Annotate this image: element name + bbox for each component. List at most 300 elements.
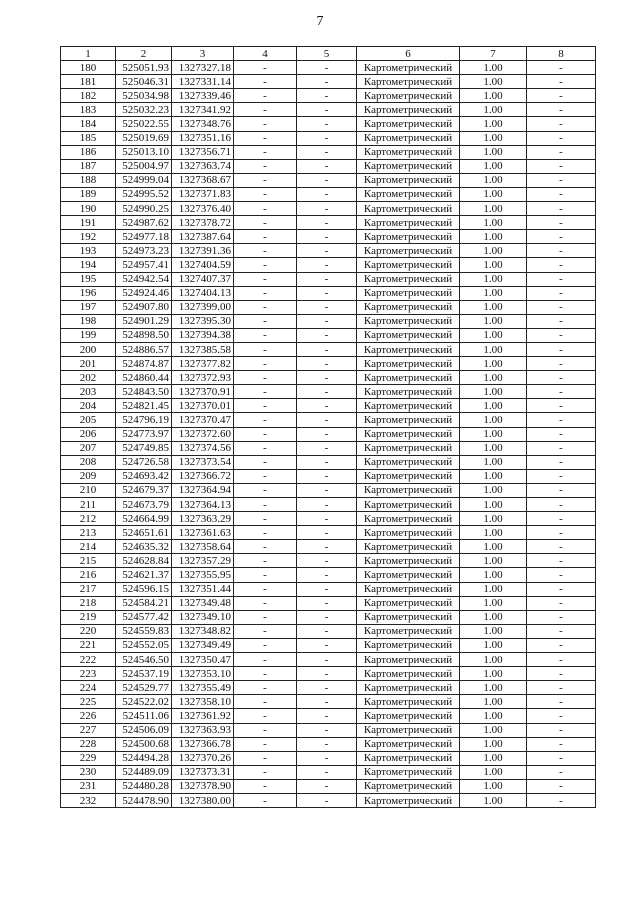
y-coordinate-cell: 1327373.31 — [172, 765, 234, 779]
column-8-cell: - — [527, 272, 596, 286]
table-row — [61, 328, 596, 342]
table-row — [61, 441, 596, 455]
column-8-cell: - — [527, 230, 596, 244]
y-coordinate-cell: 1327404.59 — [172, 258, 234, 272]
method-cell: Картометрический — [357, 498, 460, 512]
point-number-cell: 219 — [61, 610, 116, 624]
column-8-cell: - — [527, 103, 596, 117]
point-number-cell: 195 — [61, 272, 116, 286]
column-header: 7 — [460, 47, 527, 61]
column-header: 3 — [172, 47, 234, 61]
column-8-cell: - — [527, 75, 596, 89]
column-4-cell: - — [234, 75, 297, 89]
column-5-cell: - — [297, 202, 357, 216]
method-cell: Картометрический — [357, 695, 460, 709]
table-row — [61, 751, 596, 765]
accuracy-cell: 1.00 — [460, 61, 527, 75]
column-5-cell: - — [297, 272, 357, 286]
column-4-cell: - — [234, 300, 297, 314]
table-row — [61, 371, 596, 385]
point-number-cell: 223 — [61, 667, 116, 681]
method-cell: Картометрический — [357, 554, 460, 568]
column-5-cell: - — [297, 385, 357, 399]
x-coordinate-cell: 524942.54 — [116, 272, 172, 286]
table-row — [61, 216, 596, 230]
column-8-cell: - — [527, 61, 596, 75]
method-cell: Картометрический — [357, 216, 460, 230]
y-coordinate-cell: 1327327.18 — [172, 61, 234, 75]
column-5-cell: - — [297, 342, 357, 356]
accuracy-cell: 1.00 — [460, 554, 527, 568]
y-coordinate-cell: 1327368.67 — [172, 173, 234, 187]
column-5-cell: - — [297, 371, 357, 385]
column-5-cell: - — [297, 427, 357, 441]
column-5-cell: - — [297, 89, 357, 103]
accuracy-cell: 1.00 — [460, 159, 527, 173]
column-4-cell: - — [234, 89, 297, 103]
y-coordinate-cell: 1327339.46 — [172, 89, 234, 103]
column-8-cell: - — [527, 554, 596, 568]
method-cell: Картометрический — [357, 681, 460, 695]
point-number-cell: 217 — [61, 582, 116, 596]
method-cell: Картометрический — [357, 413, 460, 427]
y-coordinate-cell: 1327380.00 — [172, 793, 234, 807]
column-5-cell: - — [297, 695, 357, 709]
table-row — [61, 596, 596, 610]
column-4-cell: - — [234, 483, 297, 497]
y-coordinate-cell: 1327355.49 — [172, 681, 234, 695]
y-coordinate-cell: 1327378.72 — [172, 216, 234, 230]
x-coordinate-cell: 524957.41 — [116, 258, 172, 272]
column-4-cell: - — [234, 342, 297, 356]
table-row — [61, 667, 596, 681]
column-4-cell: - — [234, 413, 297, 427]
table-row — [61, 793, 596, 807]
column-8-cell: - — [527, 427, 596, 441]
x-coordinate-cell: 524537.19 — [116, 667, 172, 681]
column-8-cell: - — [527, 483, 596, 497]
column-5-cell: - — [297, 709, 357, 723]
method-cell: Картометрический — [357, 145, 460, 159]
column-header: 2 — [116, 47, 172, 61]
table-row — [61, 286, 596, 300]
x-coordinate-cell: 524478.90 — [116, 793, 172, 807]
x-coordinate-cell: 524843.50 — [116, 385, 172, 399]
method-cell: Картометрический — [357, 75, 460, 89]
method-cell: Картометрический — [357, 596, 460, 610]
accuracy-cell: 1.00 — [460, 342, 527, 356]
column-5-cell: - — [297, 258, 357, 272]
method-cell: Картометрический — [357, 328, 460, 342]
column-4-cell: - — [234, 357, 297, 371]
column-8-cell: - — [527, 300, 596, 314]
column-8-cell: - — [527, 709, 596, 723]
table-row — [61, 357, 596, 371]
method-cell: Картометрический — [357, 469, 460, 483]
x-coordinate-cell: 524552.05 — [116, 638, 172, 652]
method-cell: Картометрический — [357, 385, 460, 399]
table-row — [61, 399, 596, 413]
x-coordinate-cell: 524987.62 — [116, 216, 172, 230]
y-coordinate-cell: 1327407.37 — [172, 272, 234, 286]
y-coordinate-cell: 1327366.78 — [172, 737, 234, 751]
table-row — [61, 244, 596, 258]
column-8-cell: - — [527, 779, 596, 793]
accuracy-cell: 1.00 — [460, 526, 527, 540]
accuracy-cell: 1.00 — [460, 258, 527, 272]
accuracy-cell: 1.00 — [460, 737, 527, 751]
column-5-cell: - — [297, 596, 357, 610]
column-5-cell: - — [297, 413, 357, 427]
column-4-cell: - — [234, 371, 297, 385]
column-4-cell: - — [234, 230, 297, 244]
column-5-cell: - — [297, 300, 357, 314]
column-5-cell: - — [297, 159, 357, 173]
accuracy-cell: 1.00 — [460, 455, 527, 469]
table-row — [61, 89, 596, 103]
column-4-cell: - — [234, 187, 297, 201]
table-row — [61, 469, 596, 483]
point-number-cell: 192 — [61, 230, 116, 244]
column-8-cell: - — [527, 202, 596, 216]
x-coordinate-cell: 524577.42 — [116, 610, 172, 624]
y-coordinate-cell: 1327372.60 — [172, 427, 234, 441]
x-coordinate-cell: 524529.77 — [116, 681, 172, 695]
y-coordinate-cell: 1327349.49 — [172, 638, 234, 652]
method-cell: Картометрический — [357, 103, 460, 117]
column-4-cell: - — [234, 286, 297, 300]
table-row — [61, 695, 596, 709]
column-8-cell: - — [527, 723, 596, 737]
point-number-cell: 221 — [61, 638, 116, 652]
x-coordinate-cell: 524874.87 — [116, 357, 172, 371]
method-cell: Картометрический — [357, 61, 460, 75]
method-cell: Картометрический — [357, 272, 460, 286]
column-5-cell: - — [297, 751, 357, 765]
point-number-cell: 229 — [61, 751, 116, 765]
accuracy-cell: 1.00 — [460, 695, 527, 709]
accuracy-cell: 1.00 — [460, 596, 527, 610]
column-4-cell: - — [234, 610, 297, 624]
y-coordinate-cell: 1327370.01 — [172, 399, 234, 413]
x-coordinate-cell: 524494.28 — [116, 751, 172, 765]
method-cell: Картометрический — [357, 342, 460, 356]
x-coordinate-cell: 524821.45 — [116, 399, 172, 413]
table-row — [61, 779, 596, 793]
column-8-cell: - — [527, 117, 596, 131]
accuracy-cell: 1.00 — [460, 230, 527, 244]
table-row — [61, 498, 596, 512]
column-4-cell: - — [234, 723, 297, 737]
y-coordinate-cell: 1327348.76 — [172, 117, 234, 131]
y-coordinate-cell: 1327361.63 — [172, 526, 234, 540]
accuracy-cell: 1.00 — [460, 624, 527, 638]
table-row — [61, 765, 596, 779]
point-number-cell: 181 — [61, 75, 116, 89]
column-4-cell: - — [234, 624, 297, 638]
column-5-cell: - — [297, 737, 357, 751]
column-5-cell: - — [297, 399, 357, 413]
point-number-cell: 215 — [61, 554, 116, 568]
table-row — [61, 61, 596, 75]
y-coordinate-cell: 1327356.71 — [172, 145, 234, 159]
column-4-cell: - — [234, 117, 297, 131]
point-number-cell: 222 — [61, 653, 116, 667]
method-cell: Картометрический — [357, 117, 460, 131]
column-4-cell: - — [234, 314, 297, 328]
column-5-cell: - — [297, 75, 357, 89]
accuracy-cell: 1.00 — [460, 131, 527, 145]
method-cell: Картометрический — [357, 399, 460, 413]
accuracy-cell: 1.00 — [460, 216, 527, 230]
x-coordinate-cell: 524990.25 — [116, 202, 172, 216]
column-header: 4 — [234, 47, 297, 61]
accuracy-cell: 1.00 — [460, 103, 527, 117]
column-5-cell: - — [297, 610, 357, 624]
point-number-cell: 207 — [61, 441, 116, 455]
x-coordinate-cell: 524584.21 — [116, 596, 172, 610]
x-coordinate-cell: 524506.09 — [116, 723, 172, 737]
y-coordinate-cell: 1327370.26 — [172, 751, 234, 765]
accuracy-cell: 1.00 — [460, 568, 527, 582]
point-number-cell: 211 — [61, 498, 116, 512]
y-coordinate-cell: 1327349.48 — [172, 596, 234, 610]
y-coordinate-cell: 1327387.64 — [172, 230, 234, 244]
table-row — [61, 681, 596, 695]
x-coordinate-cell: 524796.19 — [116, 413, 172, 427]
x-coordinate-cell: 524511.06 — [116, 709, 172, 723]
point-number-cell: 180 — [61, 61, 116, 75]
point-number-cell: 209 — [61, 469, 116, 483]
column-8-cell: - — [527, 610, 596, 624]
column-4-cell: - — [234, 385, 297, 399]
table-row — [61, 300, 596, 314]
y-coordinate-cell: 1327366.72 — [172, 469, 234, 483]
column-8-cell: - — [527, 399, 596, 413]
method-cell: Картометрический — [357, 483, 460, 497]
x-coordinate-cell: 524773.97 — [116, 427, 172, 441]
table-row — [61, 568, 596, 582]
table-row — [61, 723, 596, 737]
column-8-cell: - — [527, 596, 596, 610]
y-coordinate-cell: 1327372.93 — [172, 371, 234, 385]
column-8-cell: - — [527, 371, 596, 385]
accuracy-cell: 1.00 — [460, 173, 527, 187]
column-header: 5 — [297, 47, 357, 61]
x-coordinate-cell: 525034.98 — [116, 89, 172, 103]
accuracy-cell: 1.00 — [460, 357, 527, 371]
column-4-cell: - — [234, 399, 297, 413]
x-coordinate-cell: 525046.31 — [116, 75, 172, 89]
column-8-cell: - — [527, 681, 596, 695]
column-4-cell: - — [234, 526, 297, 540]
y-coordinate-cell: 1327394.38 — [172, 328, 234, 342]
accuracy-cell: 1.00 — [460, 413, 527, 427]
column-8-cell: - — [527, 512, 596, 526]
accuracy-cell: 1.00 — [460, 187, 527, 201]
point-number-cell: 202 — [61, 371, 116, 385]
method-cell: Картометрический — [357, 653, 460, 667]
column-4-cell: - — [234, 751, 297, 765]
x-coordinate-cell: 524522.02 — [116, 695, 172, 709]
table-row — [61, 117, 596, 131]
point-number-cell: 226 — [61, 709, 116, 723]
column-8-cell: - — [527, 751, 596, 765]
point-number-cell: 189 — [61, 187, 116, 201]
column-8-cell: - — [527, 568, 596, 582]
table-row — [61, 75, 596, 89]
column-5-cell: - — [297, 61, 357, 75]
x-coordinate-cell: 525051.93 — [116, 61, 172, 75]
y-coordinate-cell: 1327355.95 — [172, 568, 234, 582]
table-row — [61, 455, 596, 469]
table-row — [61, 554, 596, 568]
table-header-row — [61, 47, 596, 61]
method-cell: Картометрический — [357, 667, 460, 681]
method-cell: Картометрический — [357, 765, 460, 779]
table-row — [61, 483, 596, 497]
x-coordinate-cell: 524693.42 — [116, 469, 172, 483]
column-8-cell: - — [527, 653, 596, 667]
y-coordinate-cell: 1327395.30 — [172, 314, 234, 328]
point-number-cell: 208 — [61, 455, 116, 469]
column-4-cell: - — [234, 540, 297, 554]
column-header: 1 — [61, 47, 116, 61]
y-coordinate-cell: 1327353.10 — [172, 667, 234, 681]
accuracy-cell: 1.00 — [460, 272, 527, 286]
column-8-cell: - — [527, 638, 596, 652]
table-row — [61, 427, 596, 441]
accuracy-cell: 1.00 — [460, 582, 527, 596]
method-cell: Картометрический — [357, 187, 460, 201]
method-cell: Картометрический — [357, 582, 460, 596]
column-5-cell: - — [297, 540, 357, 554]
y-coordinate-cell: 1327399.00 — [172, 300, 234, 314]
y-coordinate-cell: 1327391.36 — [172, 244, 234, 258]
y-coordinate-cell: 1327370.47 — [172, 413, 234, 427]
column-8-cell: - — [527, 540, 596, 554]
column-8-cell: - — [527, 342, 596, 356]
x-coordinate-cell: 524901.29 — [116, 314, 172, 328]
accuracy-cell: 1.00 — [460, 286, 527, 300]
column-4-cell: - — [234, 159, 297, 173]
column-4-cell: - — [234, 258, 297, 272]
accuracy-cell: 1.00 — [460, 75, 527, 89]
point-number-cell: 187 — [61, 159, 116, 173]
column-4-cell: - — [234, 61, 297, 75]
accuracy-cell: 1.00 — [460, 667, 527, 681]
column-5-cell: - — [297, 512, 357, 526]
accuracy-cell: 1.00 — [460, 427, 527, 441]
point-number-cell: 182 — [61, 89, 116, 103]
method-cell: Картометрический — [357, 314, 460, 328]
column-5-cell: - — [297, 187, 357, 201]
point-number-cell: 228 — [61, 737, 116, 751]
column-8-cell: - — [527, 413, 596, 427]
table-row — [61, 258, 596, 272]
column-4-cell: - — [234, 737, 297, 751]
column-5-cell: - — [297, 328, 357, 342]
column-8-cell: - — [527, 765, 596, 779]
accuracy-cell: 1.00 — [460, 145, 527, 159]
column-4-cell: - — [234, 469, 297, 483]
y-coordinate-cell: 1327351.44 — [172, 582, 234, 596]
method-cell: Картометрический — [357, 173, 460, 187]
y-coordinate-cell: 1327364.94 — [172, 483, 234, 497]
table-row — [61, 413, 596, 427]
y-coordinate-cell: 1327385.58 — [172, 342, 234, 356]
x-coordinate-cell: 525013.10 — [116, 145, 172, 159]
y-coordinate-cell: 1327371.83 — [172, 187, 234, 201]
column-5-cell: - — [297, 723, 357, 737]
y-coordinate-cell: 1327404.13 — [172, 286, 234, 300]
accuracy-cell: 1.00 — [460, 751, 527, 765]
point-number-cell: 212 — [61, 512, 116, 526]
column-5-cell: - — [297, 653, 357, 667]
column-5-cell: - — [297, 667, 357, 681]
method-cell: Картометрический — [357, 230, 460, 244]
column-4-cell: - — [234, 244, 297, 258]
x-coordinate-cell: 524973.23 — [116, 244, 172, 258]
x-coordinate-cell: 524977.18 — [116, 230, 172, 244]
column-8-cell: - — [527, 385, 596, 399]
column-4-cell: - — [234, 145, 297, 159]
accuracy-cell: 1.00 — [460, 371, 527, 385]
column-8-cell: - — [527, 159, 596, 173]
column-5-cell: - — [297, 526, 357, 540]
y-coordinate-cell: 1327373.54 — [172, 455, 234, 469]
table-row — [61, 540, 596, 554]
x-coordinate-cell: 524907.80 — [116, 300, 172, 314]
table-row — [61, 512, 596, 526]
column-4-cell: - — [234, 779, 297, 793]
method-cell: Картометрический — [357, 441, 460, 455]
table-row — [61, 187, 596, 201]
accuracy-cell: 1.00 — [460, 441, 527, 455]
column-5-cell: - — [297, 779, 357, 793]
column-8-cell: - — [527, 286, 596, 300]
column-4-cell: - — [234, 582, 297, 596]
column-5-cell: - — [297, 314, 357, 328]
column-4-cell: - — [234, 328, 297, 342]
column-4-cell: - — [234, 202, 297, 216]
x-coordinate-cell: 525032.23 — [116, 103, 172, 117]
column-4-cell: - — [234, 638, 297, 652]
point-number-cell: 206 — [61, 427, 116, 441]
point-number-cell: 216 — [61, 568, 116, 582]
accuracy-cell: 1.00 — [460, 512, 527, 526]
method-cell: Картометрический — [357, 357, 460, 371]
point-number-cell: 230 — [61, 765, 116, 779]
column-8-cell: - — [527, 173, 596, 187]
method-cell: Картометрический — [357, 737, 460, 751]
column-4-cell: - — [234, 793, 297, 807]
column-5-cell: - — [297, 638, 357, 652]
method-cell: Картометрический — [357, 131, 460, 145]
column-8-cell: - — [527, 667, 596, 681]
column-4-cell: - — [234, 131, 297, 145]
column-5-cell: - — [297, 357, 357, 371]
y-coordinate-cell: 1327358.10 — [172, 695, 234, 709]
column-4-cell: - — [234, 667, 297, 681]
x-coordinate-cell: 524679.37 — [116, 483, 172, 497]
point-number-cell: 220 — [61, 624, 116, 638]
accuracy-cell: 1.00 — [460, 779, 527, 793]
column-8-cell: - — [527, 131, 596, 145]
table-row — [61, 342, 596, 356]
method-cell: Картометрический — [357, 89, 460, 103]
column-5-cell: - — [297, 469, 357, 483]
